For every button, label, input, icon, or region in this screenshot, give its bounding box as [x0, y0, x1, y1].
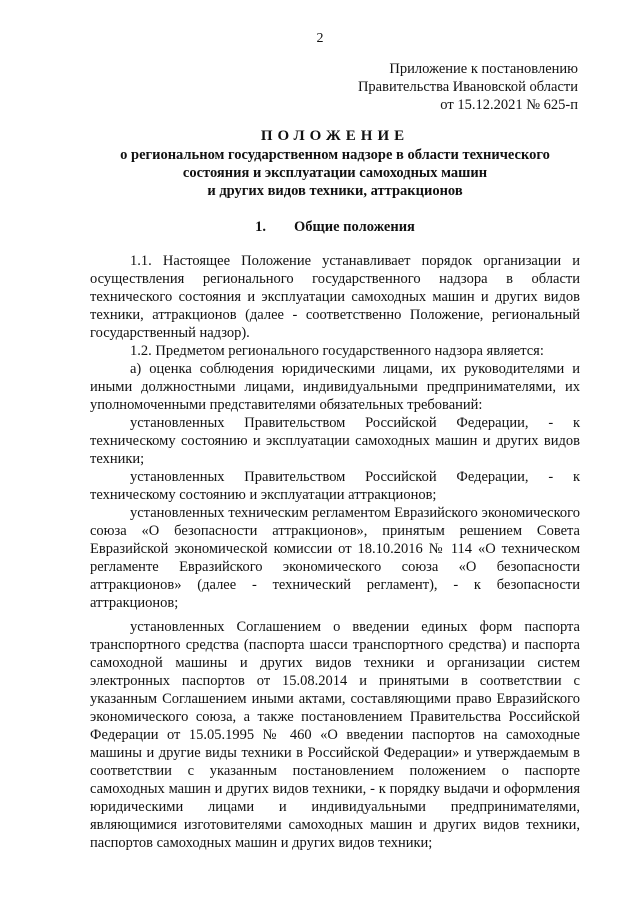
- body-text: [90, 252, 580, 852]
- section-number: 1.: [255, 219, 266, 235]
- paragraph: 1.1. Настоящее Положение устанавливает порядок организации и осуществления регионального государственного надзора в области технического состояния и эксплуатации самоходных машин и других видов техники, аттракционов (далее - соответственно Положение, региональный государственный надзор).: [90, 253, 580, 341]
- appendix-note: [358, 60, 578, 114]
- paragraph: установленных Правительством Российской Федерации, - к техническому состоянию и эксплуатации аттракционов;: [90, 469, 580, 503]
- paragraph: 1.2. Предметом регионального государственного надзора является:: [130, 343, 544, 359]
- appendix-line: от 15.12.2021 № 625-п: [440, 97, 578, 113]
- page-number: 2: [316, 31, 324, 46]
- appendix-line: Правительства Ивановской области: [357, 79, 578, 95]
- section-title: Общие положения: [293, 219, 415, 235]
- document-subtitle: [0, 146, 640, 200]
- document-title: ПОЛОЖЕНИЕ: [260, 128, 410, 144]
- paragraph: установленных Правительством Российской Федерации, - к техническому состоянию и эксплуатации самоходных машин и других видов техники;: [90, 415, 580, 467]
- appendix-line: Приложение к постановлению: [389, 61, 578, 77]
- paragraph: а) оценка соблюдения юридическими лицами, их руководителями и иными должностными лицами, индивидуальными предпринимателями, их уполномоченными представителями обязательных требований:: [90, 361, 580, 413]
- paragraph: установленных техническим регламентом Евразийского экономического союза «О безопасности аттракционов», принятым решением Совета Евразийской экономической комиссии от 18.10.2016 № 114 «О техническом регламенте Евразийского экономического союза «О безопасности аттракционов» (далее - технический регламент), - к безопасности аттракционов;: [90, 505, 580, 611]
- paragraph: установленных Соглашением о введении единых форм паспорта транспортного средства (паспорта шасси транспортного средства) и паспорта самоходной машины и других видов техники и организации систем электронных паспортов от 15.08.2014 и принятыми в соответствии с указанным Соглашением иными актами, составляющими право Евразийского экономического союза, а также постановлением Правительства Российской Федерации от 15.05.1995 № 460 «О введении паспортов на самоходные машины и другие виды техники в Российской Федерации» и утверждаемым в соответствии с указанным постановлением положением о паспорте самоходных машин и других видов техники, - к порядку выдачи и оформления юридическими лицами и индивидуальными предпринимателями, являющимися изготовителями самоходных машин и других видов техники, паспортов самоходных машин и других видов техники;: [90, 619, 580, 851]
- section-heading: [0, 218, 640, 236]
- subtitle-line: о региональном государственном надзоре в области технического: [120, 147, 550, 163]
- subtitle-line: состояния и эксплуатации самоходных машин: [182, 165, 488, 181]
- subtitle-line: и других видов техники, аттракционов: [207, 183, 463, 199]
